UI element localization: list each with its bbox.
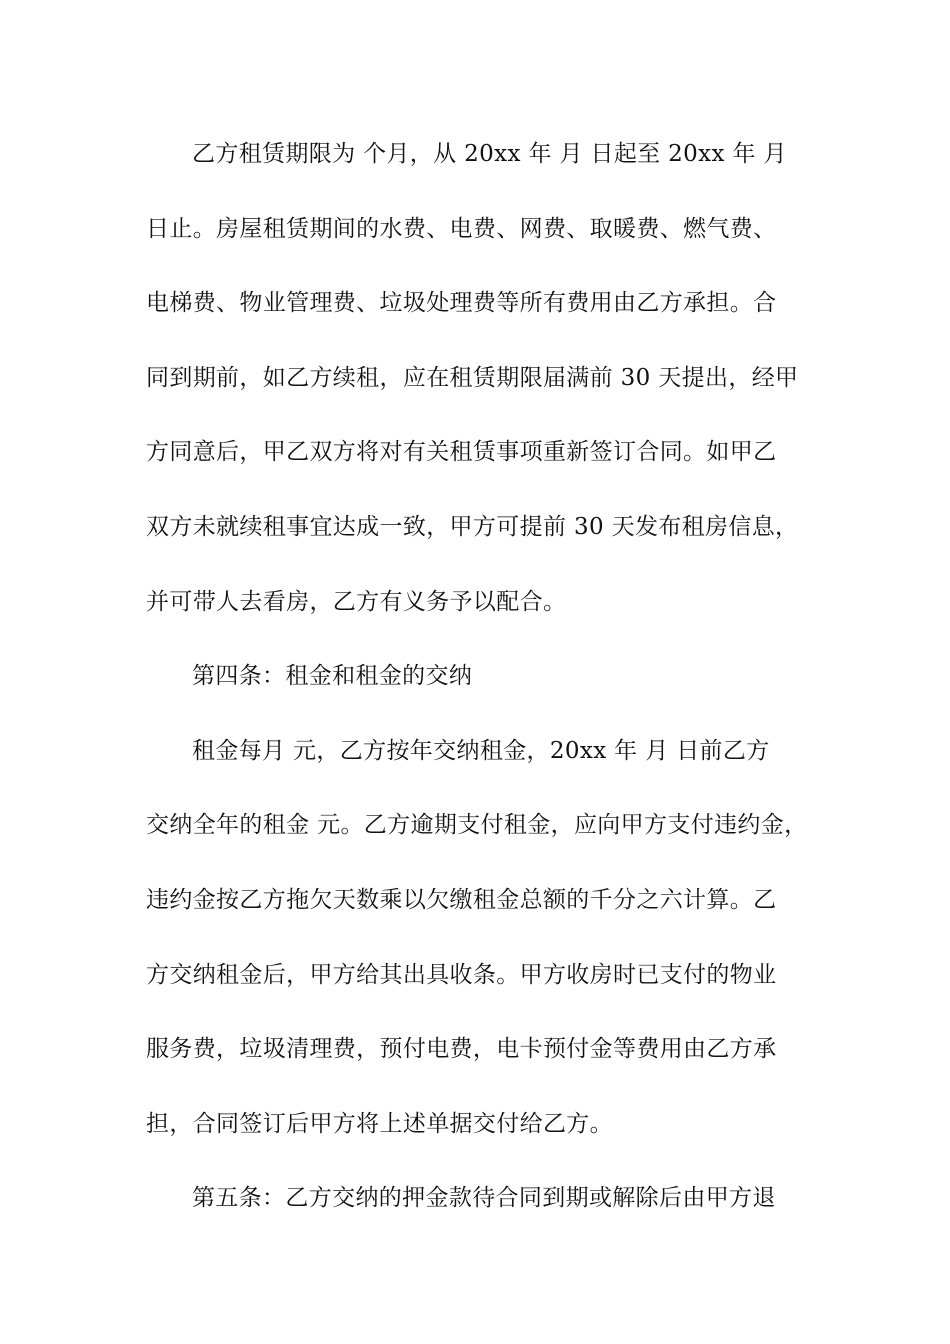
paragraph-line: 交纳全年的租金 元。乙方逾期支付租金，应向甲方支付违约金， bbox=[146, 812, 808, 839]
paragraph-line: 服务费，垃圾清理费，预付电费，电卡预付金等费用由乙方承 bbox=[146, 1036, 777, 1063]
paragraph-line: 双方未就续租事宜达成一致，甲方可提前 30 天发布租房信息， bbox=[146, 513, 799, 540]
document-body bbox=[146, 130, 808, 1249]
paragraph-line: 违约金按乙方拖欠天数乘以欠缴租金总额的千分之六计算。乙 bbox=[146, 886, 777, 913]
article-heading-4: 第四条：租金和租金的交纳 bbox=[192, 663, 473, 690]
paragraph-line: 电梯费、物业管理费、垃圾处理费等所有费用由乙方承担。合 bbox=[146, 290, 777, 317]
paragraph-line: 方同意后，甲乙双方将对有关租赁事项重新签订合同。如甲乙 bbox=[146, 439, 777, 466]
paragraph-line: 方交纳租金后，甲方给其出具收条。甲方收房时已支付的物业 bbox=[146, 961, 777, 988]
article-heading-5: 第五条：乙方交纳的押金款待合同到期或解除后由甲方退 bbox=[192, 1185, 776, 1212]
paragraph-line: 同到期前，如乙方续租，应在租赁期限届满前 30 天提出，经甲 bbox=[146, 364, 799, 391]
paragraph-line: 日止。房屋租赁期间的水费、电费、网费、取暖费、燃气费、 bbox=[146, 215, 777, 242]
paragraph-line: 并可带人去看房，乙方有义务予以配合。 bbox=[146, 588, 567, 615]
paragraph-line: 租金每月 元，乙方按年交纳租金，20xx 年 月 日前乙方 bbox=[192, 737, 770, 764]
paragraph-line: 乙方租赁期限为 个月，从 20xx 年 月 日起至 20xx 年 月 bbox=[192, 141, 787, 167]
paragraph-line: 担，合同签订后甲方将上述单据交付给乙方。 bbox=[146, 1110, 613, 1137]
